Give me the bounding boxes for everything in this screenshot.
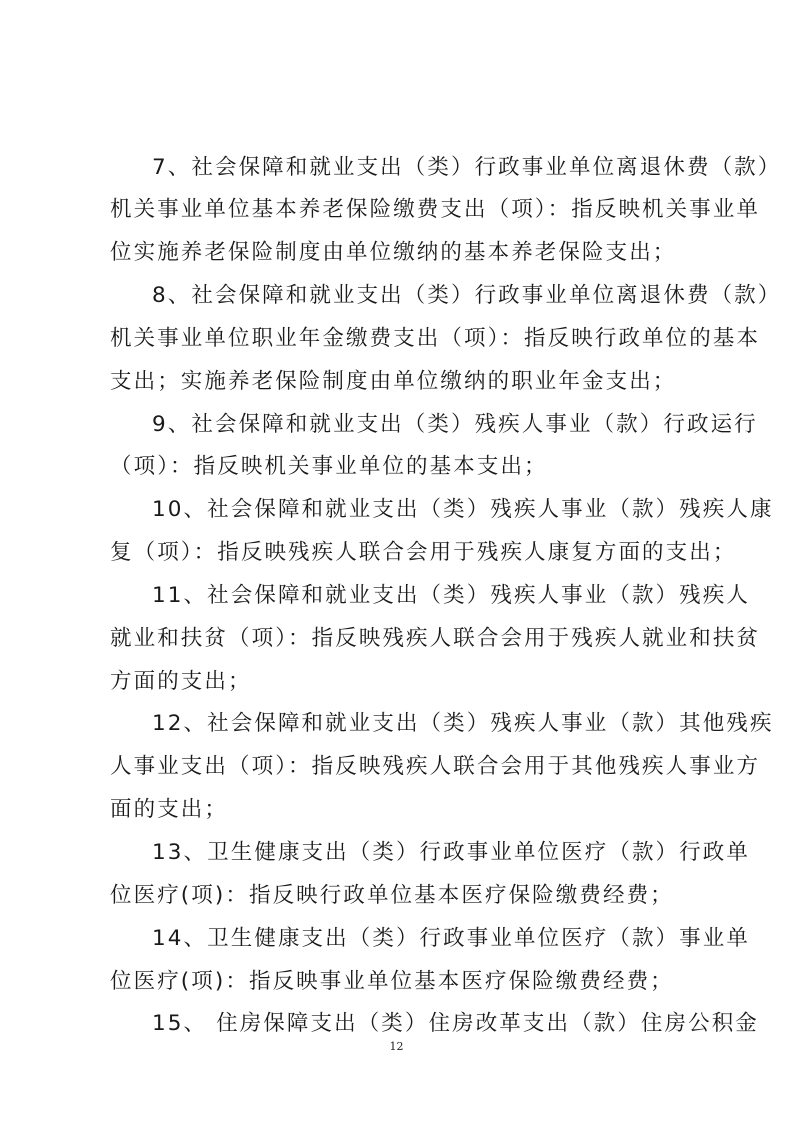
paragraph-7-line-3: 位实施养老保险制度由单位缴纳的基本养老保险支出；	[110, 240, 677, 265]
paragraph-8-line-2: 机关事业单位职业年金缴费支出（项）：指反映行政单位的基本	[110, 326, 761, 351]
paragraph-13-line-2: 位医疗(项)：指反映行政单位基本医疗保险缴费经费；	[110, 883, 674, 908]
page-number: 12	[389, 1040, 404, 1053]
paragraph-11-line-2: 就业和扶贫（项）：指反映残疾人联合会用于残疾人就业和扶贫	[110, 626, 761, 651]
paragraph-11-line-3: 方面的支出；	[110, 669, 252, 694]
paragraph-12-line-3: 面的支出；	[110, 797, 229, 822]
paragraph-9-line-1: 9、社会保障和就业支出（类）残疾人事业（款）行政运行	[152, 412, 758, 437]
paragraph-7-line-2: 机关事业单位基本养老保险缴费支出（项）：指反映机关事业单	[110, 197, 761, 222]
paragraph-13-line-1: 13、卫生健康支出（类）行政事业单位医疗（款）行政单	[152, 840, 750, 865]
paragraph-8-line-1: 8、社会保障和就业支出（类）行政事业单位离退休费（款）	[152, 283, 782, 308]
paragraph-11-line-1: 11、社会保障和就业支出（类）残疾人事业（款）残疾人	[152, 583, 750, 608]
paragraph-10-line-1: 10、社会保障和就业支出（类）残疾人事业（款）残疾人康	[152, 497, 774, 522]
paragraph-14-line-2: 位医疗(项)：指反映事业单位基本医疗保险缴费经费；	[110, 969, 674, 994]
paragraph-9-line-2: （项）：指反映机关事业单位的基本支出；	[110, 454, 548, 479]
paragraph-8-line-3: 支出；实施养老保险制度由单位缴纳的职业年金支出；	[110, 369, 677, 394]
paragraph-14-line-1: 14、卫生健康支出（类）行政事业单位医疗（款）事业单	[152, 926, 750, 951]
paragraph-15-line-1: 15、 住房保障支出（类）住房改革支出（款）住房公积金	[152, 1011, 759, 1036]
paragraph-7-line-1: 7、社会保障和就业支出（类）行政事业单位离退休费（款）	[152, 155, 782, 180]
paragraph-12-line-1: 12、社会保障和就业支出（类）残疾人事业（款）其他残疾	[152, 711, 774, 736]
paragraph-12-line-2: 人事业支出（项）：指反映残疾人联合会用于其他残疾人事业方	[110, 754, 761, 779]
paragraph-10-line-2: 复（项）：指反映残疾人联合会用于残疾人康复方面的支出；	[110, 540, 737, 565]
